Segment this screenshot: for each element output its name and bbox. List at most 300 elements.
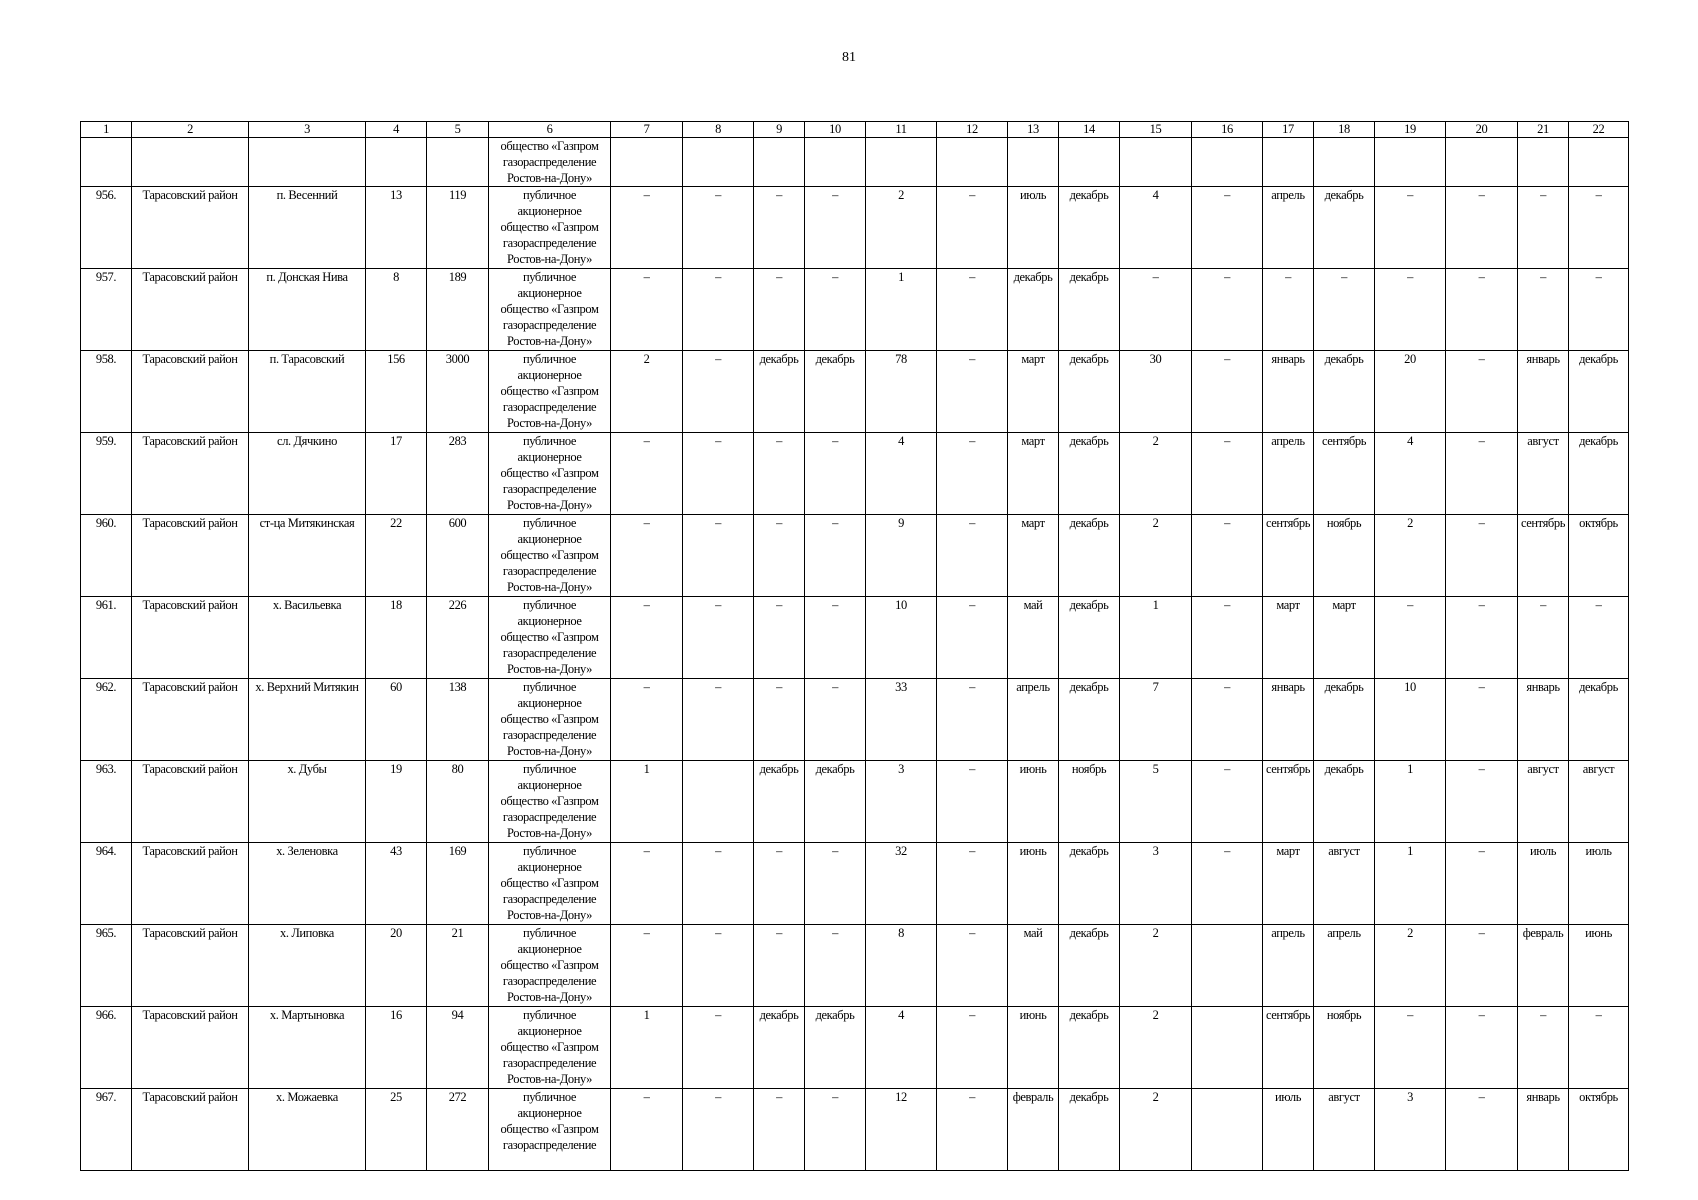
table-cell-col-21: – [1518, 1007, 1569, 1089]
table-cell-col-11: 78 [866, 351, 937, 433]
table-cell-col-15: 1 [1120, 597, 1192, 679]
table-cell-col-9: – [754, 433, 805, 515]
column-header-9: 9 [754, 122, 805, 138]
table-cell-col-14: декабрь [1059, 269, 1120, 351]
table-cell-col-13: июнь [1008, 1007, 1059, 1089]
table-cell-col-11: 33 [866, 679, 937, 761]
table-cell-col-17: январь [1263, 351, 1314, 433]
table-cell-col-11: 4 [866, 433, 937, 515]
table-cell-col-19: – [1375, 1007, 1446, 1089]
table-cell-col-16 [1192, 1007, 1263, 1089]
table-cell-col-11: 10 [866, 597, 937, 679]
continuation-empty-cell [132, 138, 249, 187]
table-cell-col-10: – [805, 187, 866, 269]
table-cell-col-21: февраль [1518, 925, 1569, 1007]
table-cell-col-8: – [683, 679, 754, 761]
table-cell-col-20: – [1446, 269, 1518, 351]
table-cell-col-8: – [683, 1007, 754, 1089]
table-cell-col-9: – [754, 1089, 805, 1171]
table-cell-col-20: – [1446, 1007, 1518, 1089]
continuation-empty-cell [1120, 138, 1192, 187]
table-cell-col-22: – [1569, 1007, 1629, 1089]
continuation-empty-cell [1263, 138, 1314, 187]
table-cell-col-4: 16 [366, 1007, 427, 1089]
table-cell-col-12: – [937, 843, 1008, 925]
table-cell-col-2: Тарасовский район [132, 351, 249, 433]
table-cell-col-20: – [1446, 597, 1518, 679]
table-row [81, 1007, 1629, 1089]
table-cell-col-8: – [683, 351, 754, 433]
table-cell-col-5: 21 [427, 925, 489, 1007]
table-cell-col-13: апрель [1008, 679, 1059, 761]
table-cell-col-6: публичное акционерное общество «Газпром газораспределение Ростов-на-Дону» [489, 269, 611, 351]
table-cell-col-14: декабрь [1059, 925, 1120, 1007]
continuation-empty-cell [1446, 138, 1518, 187]
table-cell-col-20: – [1446, 761, 1518, 843]
table-cell-col-6: публичное акционерное общество «Газпром газораспределение Ростов-на-Дону» [489, 679, 611, 761]
table-cell-col-21: сентябрь [1518, 515, 1569, 597]
table-cell-col-12: – [937, 351, 1008, 433]
table-cell-col-21: август [1518, 433, 1569, 515]
table-cell-col-4: 156 [366, 351, 427, 433]
table-cell-col-18: ноябрь [1314, 1007, 1375, 1089]
table-cell-col-1: 960. [81, 515, 132, 597]
table-cell-col-20: – [1446, 187, 1518, 269]
table-cell-col-1: 965. [81, 925, 132, 1007]
table-cell-col-22: – [1569, 269, 1629, 351]
table-cell-col-11: 9 [866, 515, 937, 597]
table-cell-col-22: июнь [1569, 925, 1629, 1007]
table-cell-col-6: публичное акционерное общество «Газпром газораспределение [489, 1089, 611, 1171]
table-cell-col-6: публичное акционерное общество «Газпром газораспределение Ростов-на-Дону» [489, 187, 611, 269]
table-cell-col-10: – [805, 1089, 866, 1171]
column-header-6: 6 [489, 122, 611, 138]
table-cell-col-11: 3 [866, 761, 937, 843]
table-cell-col-14: декабрь [1059, 843, 1120, 925]
table-cell-col-16: – [1192, 187, 1263, 269]
table-cell-col-14: декабрь [1059, 351, 1120, 433]
table-cell-col-15: 2 [1120, 1089, 1192, 1171]
table-cell-col-3: х. Дубы [249, 761, 366, 843]
table-cell-col-9: – [754, 515, 805, 597]
continuation-empty-cell [1518, 138, 1569, 187]
column-header-21: 21 [1518, 122, 1569, 138]
column-header-13: 13 [1008, 122, 1059, 138]
table-cell-col-16: – [1192, 679, 1263, 761]
table-cell-col-11: 2 [866, 187, 937, 269]
table-cell-col-19: 1 [1375, 843, 1446, 925]
column-header-19: 19 [1375, 122, 1446, 138]
continuation-empty-cell [805, 138, 866, 187]
continuation-row [81, 138, 1629, 187]
table-cell-col-19: 20 [1375, 351, 1446, 433]
table-cell-col-1: 964. [81, 843, 132, 925]
table-cell-col-18: апрель [1314, 925, 1375, 1007]
table-cell-col-15: 7 [1120, 679, 1192, 761]
table-row [81, 515, 1629, 597]
table-cell-col-5: 138 [427, 679, 489, 761]
table-cell-col-8: – [683, 515, 754, 597]
column-header-10: 10 [805, 122, 866, 138]
table-cell-col-21: – [1518, 597, 1569, 679]
table-cell-col-7: – [611, 925, 683, 1007]
table-cell-col-2: Тарасовский район [132, 1007, 249, 1089]
column-header-20: 20 [1446, 122, 1518, 138]
table-cell-col-14: декабрь [1059, 679, 1120, 761]
table-cell-col-20: – [1446, 679, 1518, 761]
table-cell-col-18: декабрь [1314, 187, 1375, 269]
column-header-22: 22 [1569, 122, 1629, 138]
table-cell-col-1: 962. [81, 679, 132, 761]
table-cell-col-18: август [1314, 843, 1375, 925]
table-cell-col-7: – [611, 1089, 683, 1171]
table-cell-col-22: – [1569, 597, 1629, 679]
table-cell-col-12: – [937, 515, 1008, 597]
table-body [81, 138, 1629, 1171]
table-cell-col-16 [1192, 925, 1263, 1007]
table-cell-col-20: – [1446, 515, 1518, 597]
table-cell-col-6: публичное акционерное общество «Газпром газораспределение Ростов-на-Дону» [489, 925, 611, 1007]
continuation-empty-cell [754, 138, 805, 187]
table-cell-col-5: 600 [427, 515, 489, 597]
table-cell-col-20: – [1446, 843, 1518, 925]
table-cell-col-10: – [805, 925, 866, 1007]
table-cell-col-1: 966. [81, 1007, 132, 1089]
table-cell-col-16: – [1192, 351, 1263, 433]
table-cell-col-19: 2 [1375, 515, 1446, 597]
table-cell-col-17: январь [1263, 679, 1314, 761]
table-cell-col-11: 1 [866, 269, 937, 351]
table-cell-col-4: 18 [366, 597, 427, 679]
table-cell-col-17: апрель [1263, 187, 1314, 269]
table-cell-col-9: декабрь [754, 761, 805, 843]
column-header-14: 14 [1059, 122, 1120, 138]
table-cell-col-10: – [805, 679, 866, 761]
table-cell-col-17: сентябрь [1263, 1007, 1314, 1089]
continuation-empty-cell [81, 138, 132, 187]
table-cell-col-9: декабрь [754, 1007, 805, 1089]
table-row [81, 187, 1629, 269]
column-header-16: 16 [1192, 122, 1263, 138]
table-cell-col-14: декабрь [1059, 1089, 1120, 1171]
column-header-12: 12 [937, 122, 1008, 138]
table-cell-col-16: – [1192, 269, 1263, 351]
table-cell-col-2: Тарасовский район [132, 515, 249, 597]
column-number-row [81, 122, 1629, 138]
table-cell-col-4: 25 [366, 1089, 427, 1171]
column-header-4: 4 [366, 122, 427, 138]
table-cell-col-11: 12 [866, 1089, 937, 1171]
table-cell-col-21: июль [1518, 843, 1569, 925]
column-header-2: 2 [132, 122, 249, 138]
continuation-empty-cell [937, 138, 1008, 187]
table-cell-col-13: декабрь [1008, 269, 1059, 351]
table-cell-col-17: – [1263, 269, 1314, 351]
table-cell-col-16: – [1192, 761, 1263, 843]
table-cell-col-1: 967. [81, 1089, 132, 1171]
table-cell-col-1: 963. [81, 761, 132, 843]
table-cell-col-5: 283 [427, 433, 489, 515]
continuation-empty-cell [611, 138, 683, 187]
table-cell-col-14: декабрь [1059, 433, 1120, 515]
continuation-organization-cell: общество «Газпром газораспределение Ростов-на-Дону» [489, 138, 611, 187]
table-cell-col-22: декабрь [1569, 433, 1629, 515]
table-row [81, 761, 1629, 843]
table-cell-col-15: 2 [1120, 515, 1192, 597]
table-cell-col-12: – [937, 597, 1008, 679]
table-cell-col-6: публичное акционерное общество «Газпром газораспределение Ростов-на-Дону» [489, 433, 611, 515]
table-cell-col-6: публичное акционерное общество «Газпром газораспределение Ростов-на-Дону» [489, 515, 611, 597]
table-cell-col-3: ст-ца Митякинская [249, 515, 366, 597]
table-cell-col-22: октябрь [1569, 515, 1629, 597]
table-cell-col-2: Тарасовский район [132, 761, 249, 843]
table-cell-col-7: – [611, 597, 683, 679]
table-cell-col-17: сентябрь [1263, 515, 1314, 597]
table-cell-col-22: август [1569, 761, 1629, 843]
table-cell-col-15: 30 [1120, 351, 1192, 433]
table-cell-col-14: декабрь [1059, 515, 1120, 597]
table-cell-col-14: декабрь [1059, 187, 1120, 269]
table-cell-col-17: сентябрь [1263, 761, 1314, 843]
continuation-empty-cell [1008, 138, 1059, 187]
table-cell-col-5: 94 [427, 1007, 489, 1089]
table-cell-col-9: – [754, 679, 805, 761]
table-cell-col-22: декабрь [1569, 679, 1629, 761]
table-cell-col-16: – [1192, 597, 1263, 679]
continuation-empty-cell [1314, 138, 1375, 187]
table-cell-col-12: – [937, 187, 1008, 269]
table-cell-col-5: 226 [427, 597, 489, 679]
table-cell-col-13: июнь [1008, 761, 1059, 843]
table-cell-col-19: 1 [1375, 761, 1446, 843]
data-table [80, 121, 1629, 1171]
table-cell-col-8: – [683, 187, 754, 269]
table-cell-col-21: – [1518, 269, 1569, 351]
table-cell-col-8: – [683, 1089, 754, 1171]
table-cell-col-19: – [1375, 597, 1446, 679]
table-cell-col-7: – [611, 843, 683, 925]
table-cell-col-17: март [1263, 843, 1314, 925]
table-cell-col-17: март [1263, 597, 1314, 679]
table-cell-col-7: – [611, 679, 683, 761]
table-cell-col-21: январь [1518, 1089, 1569, 1171]
table-cell-col-19: – [1375, 269, 1446, 351]
table-cell-col-19: 3 [1375, 1089, 1446, 1171]
table-cell-col-3: х. Васильевка [249, 597, 366, 679]
table-cell-col-7: – [611, 515, 683, 597]
table-cell-col-20: – [1446, 925, 1518, 1007]
table-cell-col-4: 20 [366, 925, 427, 1007]
table-cell-col-1: 959. [81, 433, 132, 515]
table-cell-col-3: х. Верхний Митякин [249, 679, 366, 761]
table-cell-col-1: 961. [81, 597, 132, 679]
table-cell-col-11: 8 [866, 925, 937, 1007]
table-cell-col-20: – [1446, 433, 1518, 515]
continuation-empty-cell [1059, 138, 1120, 187]
table-cell-col-14: ноябрь [1059, 761, 1120, 843]
table-cell-col-2: Тарасовский район [132, 187, 249, 269]
continuation-empty-cell [1569, 138, 1629, 187]
table-cell-col-10: декабрь [805, 1007, 866, 1089]
table-row [81, 1089, 1629, 1171]
continuation-empty-cell [866, 138, 937, 187]
table-cell-col-12: – [937, 269, 1008, 351]
table-cell-col-5: 169 [427, 843, 489, 925]
table-cell-col-2: Тарасовский район [132, 269, 249, 351]
column-header-3: 3 [249, 122, 366, 138]
table-cell-col-3: п. Тарасовский [249, 351, 366, 433]
table-cell-col-14: декабрь [1059, 1007, 1120, 1089]
continuation-empty-cell [427, 138, 489, 187]
table-cell-col-17: апрель [1263, 925, 1314, 1007]
table-cell-col-9: – [754, 843, 805, 925]
table-cell-col-21: январь [1518, 351, 1569, 433]
column-header-11: 11 [866, 122, 937, 138]
table-cell-col-12: – [937, 925, 1008, 1007]
table-cell-col-18: декабрь [1314, 351, 1375, 433]
table-cell-col-16: – [1192, 843, 1263, 925]
table-cell-col-10: декабрь [805, 761, 866, 843]
continuation-empty-cell [1192, 138, 1263, 187]
table-row [81, 351, 1629, 433]
table-cell-col-19: 2 [1375, 925, 1446, 1007]
table-cell-col-19: 10 [1375, 679, 1446, 761]
table-row [81, 433, 1629, 515]
column-header-5: 5 [427, 122, 489, 138]
table-cell-col-18: декабрь [1314, 761, 1375, 843]
page-number: 81 [842, 50, 856, 65]
table-cell-col-22: – [1569, 187, 1629, 269]
table-cell-col-12: – [937, 761, 1008, 843]
table-cell-col-19: 4 [1375, 433, 1446, 515]
table-cell-col-15: 3 [1120, 843, 1192, 925]
table-cell-col-15: 2 [1120, 925, 1192, 1007]
table-cell-col-13: май [1008, 597, 1059, 679]
table-cell-col-2: Тарасовский район [132, 843, 249, 925]
table-cell-col-8: – [683, 925, 754, 1007]
column-header-17: 17 [1263, 122, 1314, 138]
table-cell-col-13: июль [1008, 187, 1059, 269]
column-header-15: 15 [1120, 122, 1192, 138]
table-cell-col-22: октябрь [1569, 1089, 1629, 1171]
table-cell-col-8: – [683, 269, 754, 351]
table-cell-col-2: Тарасовский район [132, 597, 249, 679]
table-cell-col-1: 956. [81, 187, 132, 269]
table-cell-col-4: 17 [366, 433, 427, 515]
table-cell-col-3: х. Липовка [249, 925, 366, 1007]
table-cell-col-15: – [1120, 269, 1192, 351]
table-cell-col-20: – [1446, 351, 1518, 433]
table-cell-col-12: – [937, 1007, 1008, 1089]
table-cell-col-3: п. Донская Нива [249, 269, 366, 351]
table-cell-col-15: 4 [1120, 187, 1192, 269]
table-cell-col-7: 2 [611, 351, 683, 433]
table-cell-col-19: – [1375, 187, 1446, 269]
table-cell-col-7: 1 [611, 1007, 683, 1089]
table-cell-col-6: публичное акционерное общество «Газпром газораспределение Ростов-на-Дону» [489, 351, 611, 433]
table-cell-col-15: 5 [1120, 761, 1192, 843]
table-cell-col-12: – [937, 679, 1008, 761]
table-cell-col-6: публичное акционерное общество «Газпром газораспределение Ростов-на-Дону» [489, 1007, 611, 1089]
table-cell-col-4: 19 [366, 761, 427, 843]
table-cell-col-2: Тарасовский район [132, 433, 249, 515]
table-cell-col-3: х. Зеленовка [249, 843, 366, 925]
table-cell-col-3: х. Можаевка [249, 1089, 366, 1171]
table-cell-col-1: 958. [81, 351, 132, 433]
table-row [81, 843, 1629, 925]
table-cell-col-16: – [1192, 433, 1263, 515]
table-cell-col-12: – [937, 433, 1008, 515]
table-cell-col-4: 43 [366, 843, 427, 925]
table-cell-col-11: 32 [866, 843, 937, 925]
table-cell-col-8: – [683, 433, 754, 515]
table-cell-col-2: Тарасовский район [132, 679, 249, 761]
table-cell-col-20: – [1446, 1089, 1518, 1171]
continuation-empty-cell [249, 138, 366, 187]
table-cell-col-5: 189 [427, 269, 489, 351]
table-cell-col-13: февраль [1008, 1089, 1059, 1171]
table-cell-col-17: июль [1263, 1089, 1314, 1171]
table-cell-col-18: сентябрь [1314, 433, 1375, 515]
table-cell-col-8 [683, 761, 754, 843]
table-cell-col-3: х. Мартыновка [249, 1007, 366, 1089]
table-cell-col-21: август [1518, 761, 1569, 843]
table-cell-col-10: – [805, 269, 866, 351]
table-cell-col-9: декабрь [754, 351, 805, 433]
table-cell-col-15: 2 [1120, 433, 1192, 515]
table-cell-col-7: – [611, 433, 683, 515]
table-cell-col-7: 1 [611, 761, 683, 843]
continuation-empty-cell [1375, 138, 1446, 187]
table-cell-col-3: сл. Дячкино [249, 433, 366, 515]
table-cell-col-11: 4 [866, 1007, 937, 1089]
table-cell-col-10: – [805, 433, 866, 515]
table-cell-col-18: декабрь [1314, 679, 1375, 761]
column-header-18: 18 [1314, 122, 1375, 138]
table-cell-col-4: 8 [366, 269, 427, 351]
table-row [81, 679, 1629, 761]
table-cell-col-8: – [683, 597, 754, 679]
table-cell-col-2: Тарасовский район [132, 925, 249, 1007]
table-cell-col-4: 13 [366, 187, 427, 269]
column-header-8: 8 [683, 122, 754, 138]
table-cell-col-5: 272 [427, 1089, 489, 1171]
table-cell-col-9: – [754, 597, 805, 679]
table-cell-col-18: август [1314, 1089, 1375, 1171]
table-cell-col-21: январь [1518, 679, 1569, 761]
table-cell-col-7: – [611, 187, 683, 269]
table-cell-col-13: март [1008, 515, 1059, 597]
table-cell-col-22: июль [1569, 843, 1629, 925]
table-cell-col-14: декабрь [1059, 597, 1120, 679]
table-cell-col-6: публичное акционерное общество «Газпром газораспределение Ростов-на-Дону» [489, 843, 611, 925]
table-cell-col-12: – [937, 1089, 1008, 1171]
table-cell-col-8: – [683, 843, 754, 925]
table-cell-col-6: публичное акционерное общество «Газпром газораспределение Ростов-на-Дону» [489, 761, 611, 843]
table-cell-col-16 [1192, 1089, 1263, 1171]
table-cell-col-3: п. Весенний [249, 187, 366, 269]
table-cell-col-9: – [754, 925, 805, 1007]
table-row [81, 269, 1629, 351]
table-row [81, 597, 1629, 679]
table-cell-col-10: – [805, 515, 866, 597]
table-cell-col-4: 22 [366, 515, 427, 597]
column-header-7: 7 [611, 122, 683, 138]
table-cell-col-13: июнь [1008, 843, 1059, 925]
table-cell-col-2: Тарасовский район [132, 1089, 249, 1171]
table-cell-col-21: – [1518, 187, 1569, 269]
table-cell-col-5: 119 [427, 187, 489, 269]
